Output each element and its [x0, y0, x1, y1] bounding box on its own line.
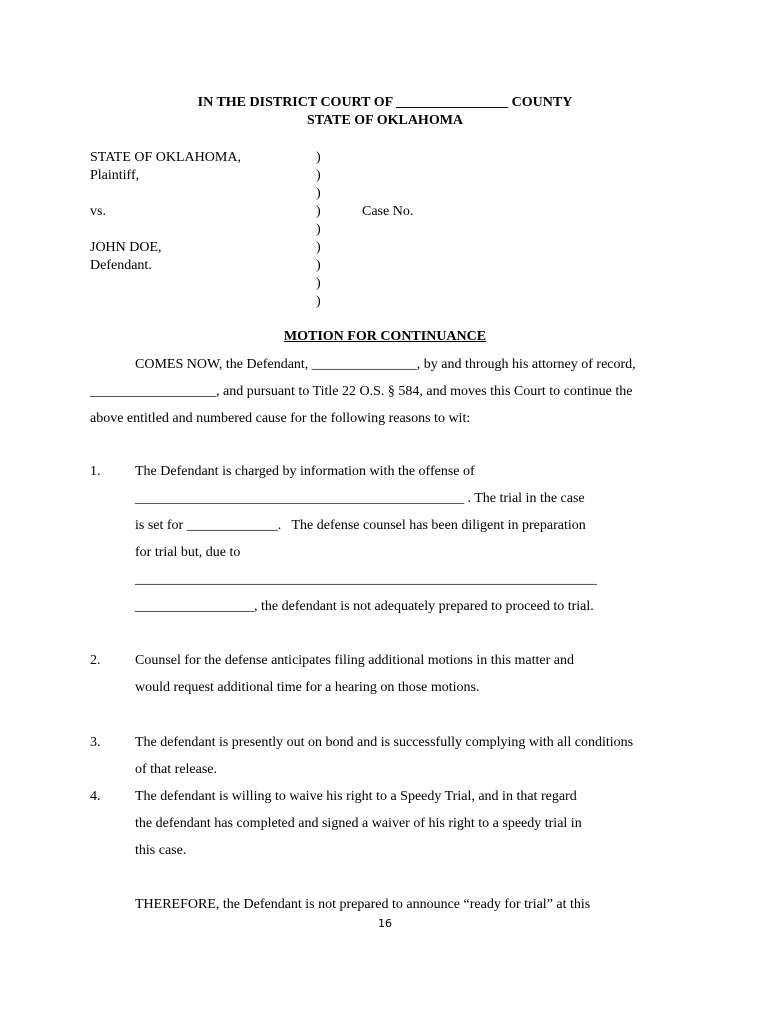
defendant-role: Defendant.: [90, 258, 152, 273]
reason-line: Counsel for the defense anticipates filing additional motions in this matter and: [135, 653, 574, 668]
versus-label: vs.: [90, 204, 106, 219]
caption-paren: ): [316, 240, 321, 255]
case-number-label: Case No.: [362, 204, 414, 219]
caption-paren: ): [316, 168, 321, 183]
caption-paren: ): [316, 222, 321, 237]
reason-number: 1.: [90, 464, 101, 479]
caption-paren: ): [316, 294, 321, 309]
therefore-paragraph: THEREFORE, the Defendant is not prepared to announce “ready for trial” at this: [135, 897, 591, 912]
reason-line: _______________________________________________ . The trial in the case: [135, 491, 585, 506]
reason-line: for trial but, due to: [135, 545, 241, 560]
plaintiff-role: Plaintiff,: [90, 168, 140, 183]
reason-line: is set for _____________. The defense counsel has been diligent in preparation: [135, 518, 586, 533]
intro-line: __________________, and pursuant to Title 22 O.S. § 584, and moves this Court to continue the: [90, 384, 633, 399]
intro-line: COMES NOW, the Defendant, _______________, by and through his attorney of record,: [135, 357, 636, 372]
reason-line: the defendant has completed and signed a waiver of his right to a speedy trial in: [135, 816, 582, 831]
caption-paren: ): [316, 150, 321, 165]
defendant-name: JOHN DOE,: [90, 240, 162, 255]
reason-number: 2.: [90, 653, 101, 668]
reason-line: _________________, the defendant is not adequately prepared to proceed to trial.: [135, 599, 594, 614]
reason-line: The Defendant is charged by information with the offense of: [135, 464, 475, 479]
caption-paren: ): [316, 276, 321, 291]
caption-paren: ): [316, 258, 321, 273]
court-heading: IN THE DISTRICT COURT OF ________________ COUNTY: [197, 95, 573, 110]
reason-line: of that release.: [135, 762, 218, 777]
reason-line: The defendant is presently out on bond and is successfully complying with all conditions: [135, 735, 634, 750]
reason-line: __________________________________________________________________: [135, 572, 597, 587]
caption-paren: ): [316, 204, 321, 219]
page-number: 16: [378, 917, 392, 930]
reason-number: 3.: [90, 735, 101, 750]
motion-title: MOTION FOR CONTINUANCE: [283, 329, 487, 344]
plaintiff-name: STATE OF OKLAHOMA,: [90, 150, 241, 165]
intro-line: above entitled and numbered cause for the following reasons to wit:: [90, 411, 471, 426]
caption-paren: ): [316, 186, 321, 201]
reason-line: would request additional time for a hearing on those motions.: [135, 680, 480, 695]
reason-line: this case.: [135, 843, 187, 858]
reason-line: The defendant is willing to waive his right to a Speedy Trial, and in that regard: [135, 789, 577, 804]
reason-number: 4.: [90, 789, 101, 804]
state-heading: STATE OF OKLAHOMA: [306, 113, 464, 128]
